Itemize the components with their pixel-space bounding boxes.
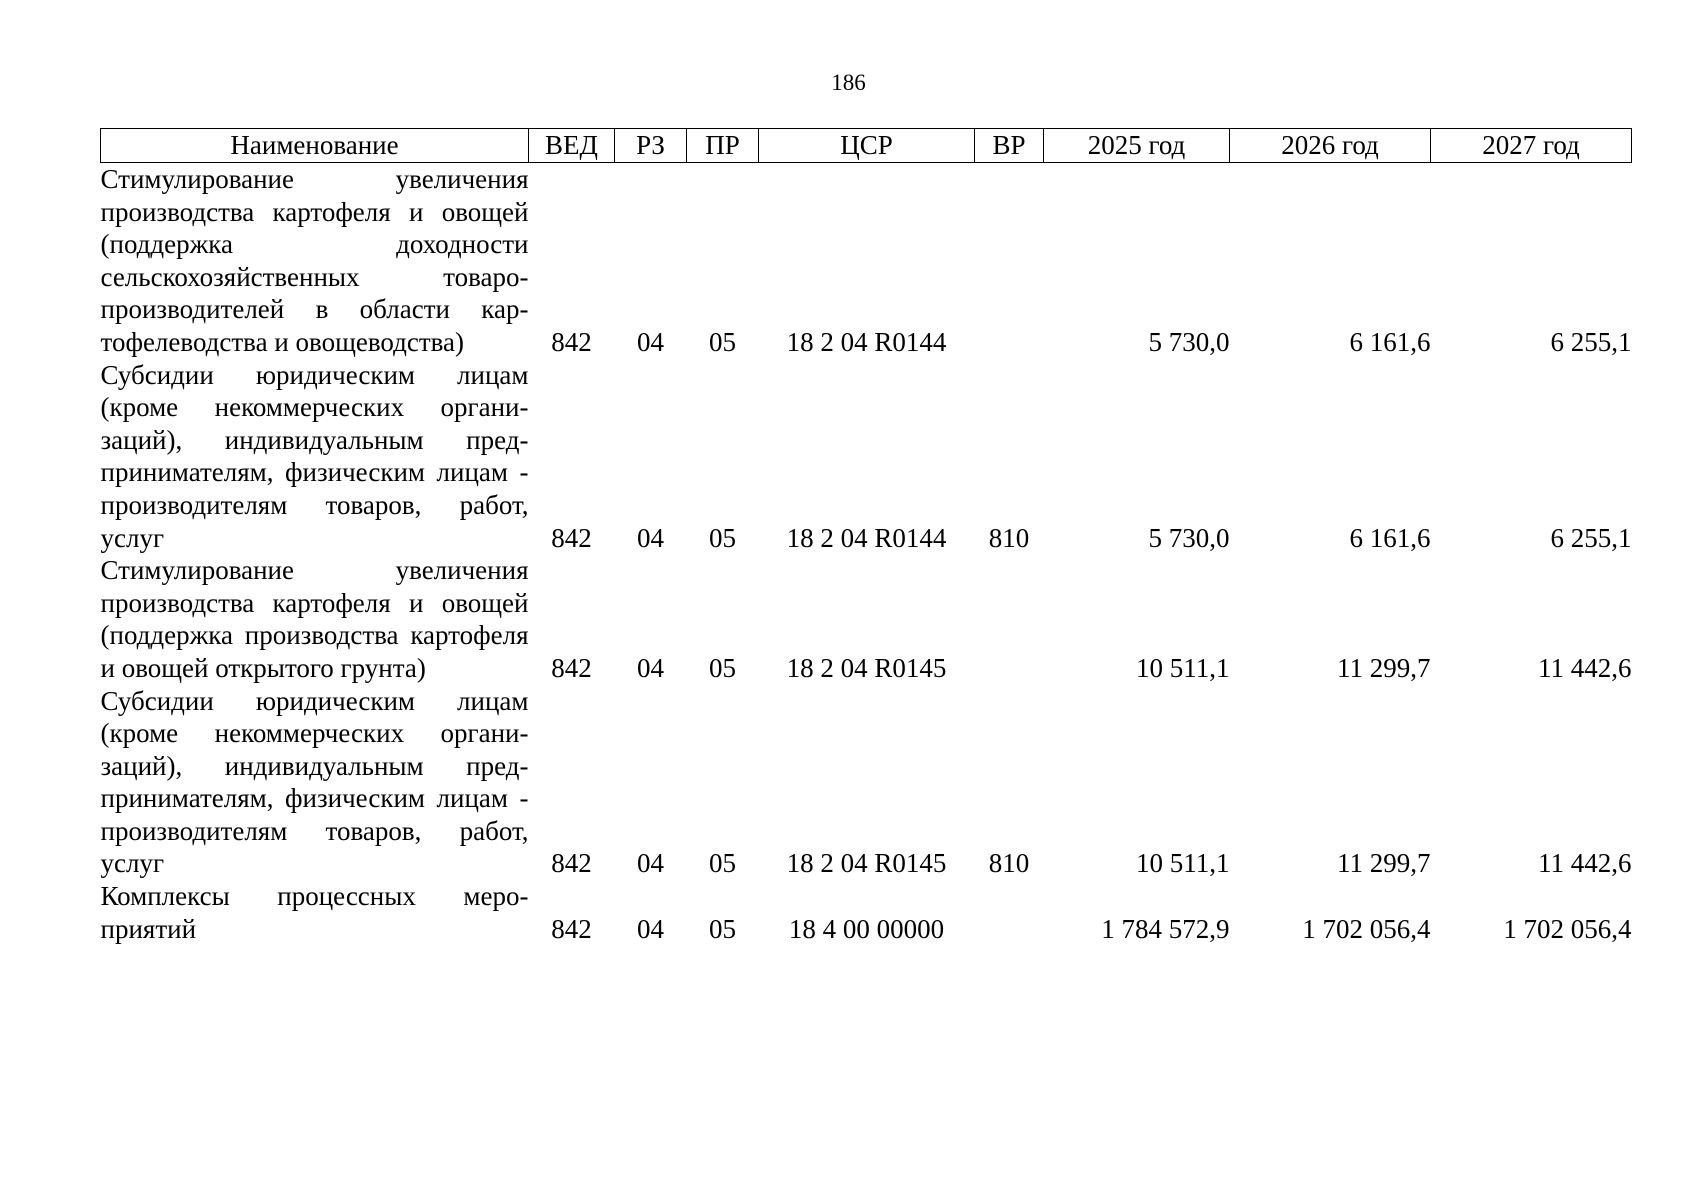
row-csr: 18 2 04 R0145 <box>786 848 947 879</box>
row-2025: 5 730,0 <box>1148 522 1230 553</box>
row-csr: 18 2 04 R0144 <box>786 326 947 357</box>
row-csr: 18 2 04 R0145 <box>786 652 947 683</box>
row-name <box>101 880 529 945</box>
header-2027: 2027 год <box>1431 129 1632 163</box>
budget-table <box>100 128 1632 945</box>
row-ved: 842 <box>551 326 592 357</box>
row-csr: 18 2 04 R0144 <box>786 522 947 553</box>
table-row <box>101 685 1632 881</box>
table-row <box>101 359 1632 555</box>
row-name-text: Субсидии юридическим лицам (кроме некоммерческих организаций), индивидуальным предпринимателям, физическим лицам - производителям товаров, работ, услуг <box>100 685 529 879</box>
row-2027: 11 442,6 <box>1538 848 1632 879</box>
row-vr <box>975 163 1044 359</box>
row-vr <box>975 880 1044 945</box>
row-2025: 10 511,1 <box>1136 652 1230 683</box>
row-ved: 842 <box>551 652 592 683</box>
row-2025: 10 511,1 <box>1136 848 1230 879</box>
row-pr: 05 <box>709 848 736 879</box>
header-2026: 2026 год <box>1230 129 1431 163</box>
header-rz: РЗ <box>615 129 687 163</box>
row-rz: 04 <box>637 848 664 879</box>
row-rz: 04 <box>637 652 664 683</box>
row-2025: 5 730,0 <box>1148 326 1230 357</box>
row-2026: 11 299,7 <box>1337 652 1431 683</box>
row-name <box>101 554 529 684</box>
table-row <box>101 880 1632 945</box>
row-2027: 6 255,1 <box>1550 522 1632 553</box>
row-2025: 1 784 572,9 <box>1101 913 1230 944</box>
row-pr: 05 <box>709 652 736 683</box>
row-name <box>101 685 529 881</box>
row-name <box>101 163 529 359</box>
header-vr: ВР <box>975 129 1044 163</box>
table-row <box>101 163 1632 359</box>
row-2026: 6 161,6 <box>1349 326 1431 357</box>
row-vr <box>975 554 1044 684</box>
header-row <box>101 129 1632 163</box>
row-pr: 05 <box>709 913 736 944</box>
row-name-text: Стимулирование увеличения производства картофеля и овощей (поддержка производства картофеля и овощей открытого грунта) <box>100 555 529 683</box>
row-2027: 1 702 056,4 <box>1503 913 1632 944</box>
row-ved: 842 <box>551 848 592 879</box>
row-2027: 6 255,1 <box>1550 326 1632 357</box>
row-2026: 1 702 056,4 <box>1302 913 1431 944</box>
row-pr: 05 <box>709 326 736 357</box>
row-name <box>101 359 529 555</box>
row-name-text: Комплексы процессных мероприятий <box>100 881 529 944</box>
header-ved: ВЕД <box>529 129 615 163</box>
row-vr: 810 <box>988 848 1030 879</box>
row-csr: 18 4 00 00000 <box>788 913 945 944</box>
page-number: 186 <box>831 70 866 95</box>
row-2026: 6 161,6 <box>1349 522 1431 553</box>
row-name-text: Субсидии юридическим лицам (кроме некоммерческих организаций), индивидуальным предпринимателям, физическим лицам - производителям товаров, работ, услуг <box>100 359 529 553</box>
row-ved: 842 <box>551 522 592 553</box>
row-2026: 11 299,7 <box>1337 848 1431 879</box>
row-rz: 04 <box>637 522 664 553</box>
row-vr: 810 <box>988 522 1030 553</box>
header-2025: 2025 год <box>1044 129 1230 163</box>
row-ved: 842 <box>551 913 592 944</box>
header-csr: ЦСР <box>759 129 975 163</box>
header-name: Наименование <box>101 129 529 163</box>
row-rz: 04 <box>637 326 664 357</box>
row-name-text: Стимулирование увеличения производства картофеля и овощей (поддержка доходности сельскохозяйственных товаропроизводителей в области картофелеводства и овощеводства) <box>100 164 529 357</box>
row-pr: 05 <box>709 522 736 553</box>
row-rz: 04 <box>637 913 664 944</box>
header-pr: ПР <box>687 129 759 163</box>
row-2027: 11 442,6 <box>1538 652 1632 683</box>
table-row <box>101 554 1632 684</box>
